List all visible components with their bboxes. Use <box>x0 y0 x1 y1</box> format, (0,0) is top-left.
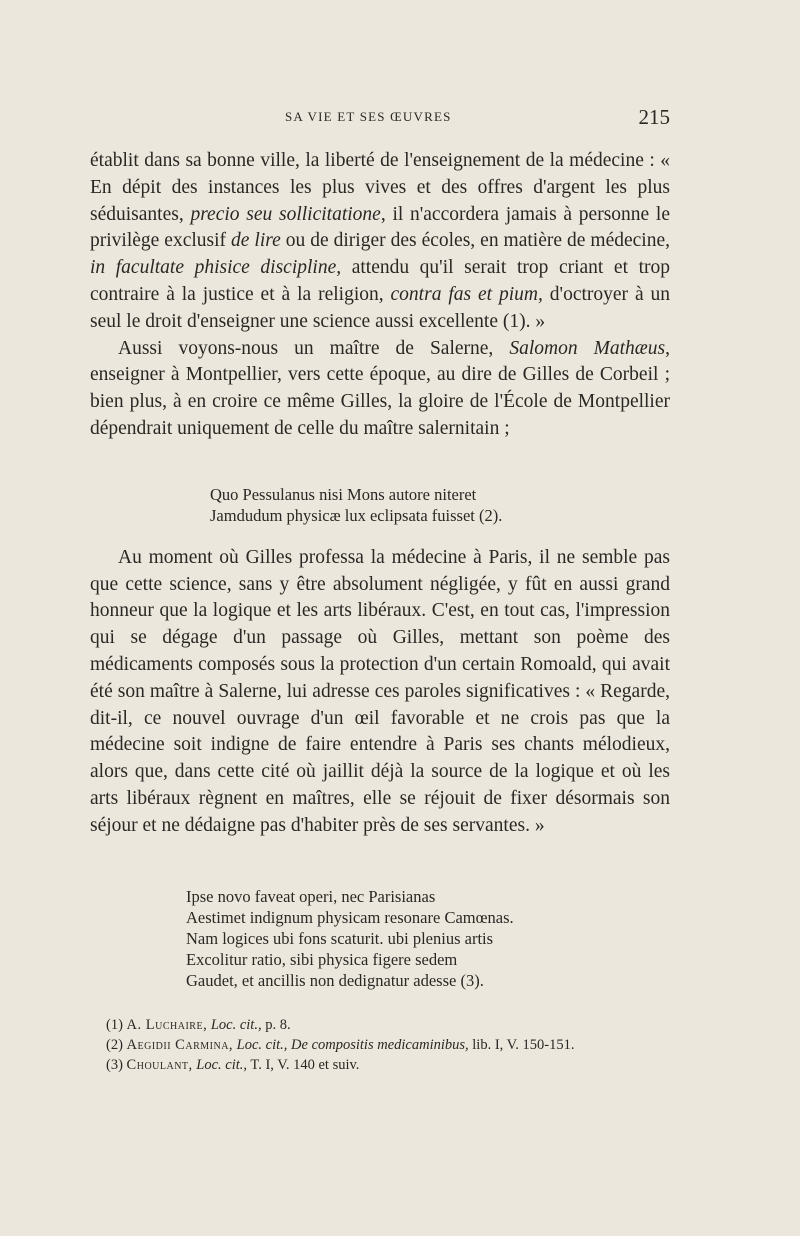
footnote-mark: (1) <box>106 1017 127 1033</box>
verse-line: Quo Pessulanus nisi Mons autore niteret <box>210 485 477 504</box>
text-run: , enseigner à Montpellier, vers cette époque, au dire de Gilles de Corbeil ; bien plus, à en croire ce même Gilles, la gloire de l'École de Montpellier dépendrait uniquement de celle du maître salernitain ; <box>90 337 670 439</box>
paragraph-3: Au moment où Gilles professa la médecine à Paris, il ne semble pas que cette science, sans y être absolument négligée, y fût en aussi grand honneur que la logique et les arts libéraux. C'est, en tout cas, l'impression qui se dégage d'un passage où Gilles, mettant son poème des médicaments composés sous la protection d'un certain Romoald, qui avait été son maître à Salerne, lui adresse ces paroles significatives : « Regarde, dit-il, ce nouvel ouvrage d'un œil favorable et ne crois pas que la médecine soit indigne de faire entendre à Paris ses chants mélodieux, alors que, dans cette cité où jaillit déjà la source de la logique et où les arts libéraux règnent en maîtres, elle se réjouit de fixer désormais son séjour et ne dédaigne pas d'habiter près de ses servantes. » <box>90 546 670 836</box>
text-run: ou de diriger des écoles, en matière de médecine, <box>280 230 670 252</box>
verse-line: Aestimet indignum physicam resonare Camœnas. <box>186 908 514 927</box>
footnote-author: A. Luchaire, <box>126 1017 208 1033</box>
latin-phrase: de lire <box>231 230 281 252</box>
latin-verse-2 <box>186 886 514 991</box>
verse-line: Excolitur ratio, sibi physica figere sedem <box>186 950 458 969</box>
verse-line: Ipse novo faveat operi, nec Parisianas <box>186 887 436 906</box>
footnote-text: p. 8. <box>261 1017 291 1033</box>
footnotes <box>106 1015 676 1075</box>
latin-verse-1 <box>210 484 502 526</box>
verse-line: Gaudet, et ancillis non dedignatur adesse (3). <box>186 971 484 990</box>
latin-phrase: contra fas et pium, <box>390 283 543 305</box>
running-title: SA VIE ET SES ŒUVRES <box>285 109 452 124</box>
footnote-3 <box>106 1055 676 1075</box>
text-run: attendu qu'il serait trop criant et trop contraire à la justice et à la religion, <box>90 257 671 305</box>
footnote-text: T. I, V. 140 et suiv. <box>247 1057 360 1073</box>
footnote-text: lib. I, V. 150-151. <box>468 1037 575 1053</box>
page-header <box>90 105 670 135</box>
footnote-mark: (2) <box>106 1037 127 1053</box>
footnote-ref: Loc. cit., <box>210 1017 262 1033</box>
person-name: Salomon Mathæus <box>509 337 666 359</box>
footnote-1 <box>106 1015 676 1035</box>
paragraph-1 <box>90 148 670 336</box>
footnote-author: Aegidii Carmina, <box>126 1037 234 1053</box>
footnote-mark: (3) <box>106 1057 127 1073</box>
page-number: 215 <box>638 105 670 129</box>
latin-phrase: precio seu sollicitatione <box>190 203 381 225</box>
latin-phrase: in facultate phisice discipline, <box>90 257 342 279</box>
verse-line: Nam logices ubi fons scaturit. ubi plenius artis <box>186 929 494 948</box>
text-run: établit dans sa bonne ville, la liberté de l'enseignement de la médecine : « En dépit des instances les plus vives et des offres d'argent les plus séduisantes, <box>90 150 670 225</box>
text-run: , il n'accordera jamais à personne le privilège exclusif <box>90 203 670 252</box>
footnote-ref: Loc. cit., <box>236 1037 288 1053</box>
paragraph-2 <box>90 336 670 443</box>
text-run: d'octroyer à un seul le droit d'enseigner une science aussi excellente (1). » <box>90 283 671 332</box>
text-run: Aussi voyons-nous un maître de Salerne, <box>118 337 510 359</box>
footnote-title: De compositis medicaminibus, <box>291 1037 469 1053</box>
footnote-2 <box>90 1035 676 1055</box>
verse-line: Jamdudum physicæ lux eclipsata fuisset (2). <box>210 506 503 525</box>
footnote-ref: Loc. cit., <box>196 1057 248 1073</box>
footnote-author: Choulant, <box>126 1057 193 1073</box>
